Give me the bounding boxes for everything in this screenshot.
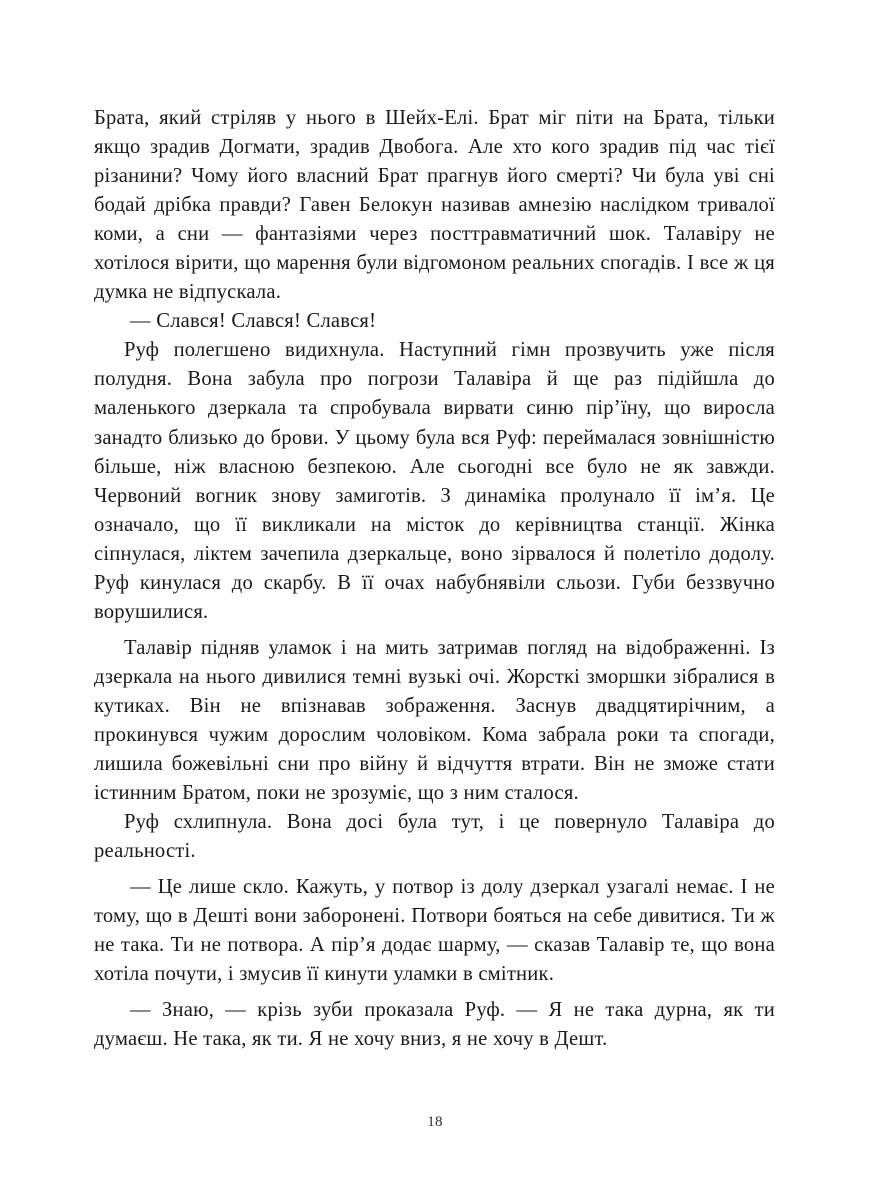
paragraph: Руф полегшено видихнула. Наступний гімн прозвучить уже після полудня. Вона забула про погрози Талавіра й ще раз підійшла до маленького дзеркала та спробувала вирвати синю пір’їну, що виросла занадто близько до брови. У цьому була вся Руф: переймалася зовнішністю більше, ніж власною безпекою. Але сьогодні все було не як завжди. Червоний вогник знову замиготів. З динаміка пролунало її ім’я. Це означало, що її викликали на місток до керівництва станції. Жінка сіпнулася, ліктем зачепила дзеркальце, воно зірвалося й полетіло додолу. Руф кинулася до скарбу. В її очах набубнявіли сльози. Губи беззвучно ворушилися. [94, 339, 775, 623]
dialogue-line: — Слався! Слався! Слався! [130, 310, 377, 333]
dialogue-line: — Знаю, — крізь зуби проказала Руф. — Я не така дурна, як ти думаєш. Не така, як ти. Я не хочу вниз, я не хочу в Дешт. [94, 999, 775, 1051]
page-number: 18 [427, 1114, 443, 1130]
paragraph: Брата, який стріляв у нього в Шейх-Елі. Брат міг піти на Брата, тільки якщо зрадив Догмати, зрадив Двобога. Але хто кого зрадив під час тієї різанини? Чому його власний Брат прагнув його смерті? Чи була увi снi бодай дрібка правди? Гавен Белокун називав амнезію наслідком тривалої коми, а сни — фантазіями через посттравматичний шок. Талавіру не хотілося вірити, що марення були відгомоном реальних спогадів. І все ж ця думка не відпускала. [94, 107, 775, 304]
paragraph: Талавір підняв уламок і на мить затримав погляд на відображенні. Із дзеркала на нього дивилися темні вузькі очі. Жорсткі зморшки зібралися в кутиках. Він не впізнавав зображення. Заснув двадцятирічним, а прокинувся чужим дорослим чоловіком. Кома забрала роки та спогади, лишила божевільні сни про війну й відчуття втрати. Він не зможе стати істинним Братом, поки не зрозуміє, що з ним сталося. [94, 636, 775, 805]
dialogue-line: — Це лише скло. Кажуть, у потвор із долу дзеркал узагалі немає. І не тому, що в Дешті вони заборонені. Потвори бояться на себе дивитися. Ти ж не така. Ти не потвора. А пір’я додає шарму, — сказав Талавір те, що вона хотіла почути, і змусив її кинути уламки в смітник. [94, 876, 775, 986]
paragraph: Руф схлипнула. Вона досі була тут, і це повернуло Талавіра до реальності. [94, 811, 775, 863]
page-text-column [94, 104, 775, 1055]
